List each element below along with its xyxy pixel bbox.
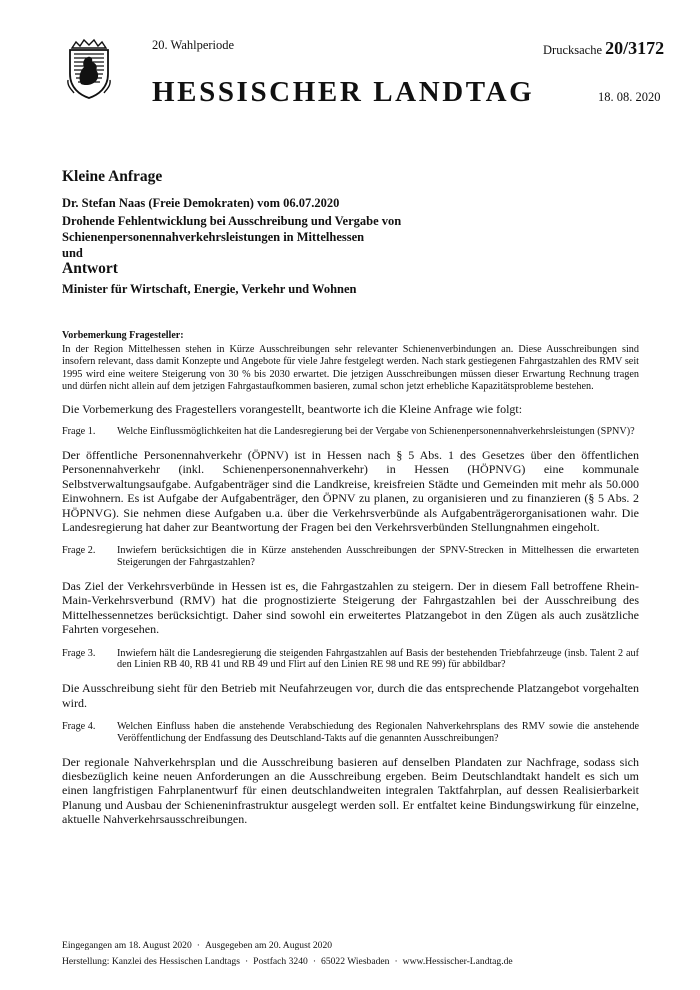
footer-herstellung: Herstellung: Kanzlei des Hessischen Landtags bbox=[62, 956, 240, 967]
subject-line-2: Schienenpersonennahverkehrsleistungen in Mittelhessen bbox=[62, 230, 365, 244]
subject bbox=[62, 213, 642, 245]
footer-separator: · bbox=[196, 940, 200, 951]
wahlperiode: 20. Wahlperiode bbox=[152, 38, 235, 52]
question-2 bbox=[62, 545, 639, 569]
document-body bbox=[62, 330, 639, 838]
footer-ausgegeben: Ausgegeben am 20. August 2020 bbox=[204, 940, 333, 951]
footer-eingegangen: Eingegangen am 18. August 2020 bbox=[62, 940, 192, 951]
question-label: Frage 1. bbox=[62, 426, 96, 438]
author-line: Dr. Stefan Naas (Freie Demokraten) vom 06.07.2020 bbox=[62, 196, 340, 210]
answer-1: Der öffentliche Personennahverkehr (ÖPNV) ist in Hessen nach § 5 Abs. 1 des Gesetzes über den öffentlichen Personennahverkehr (inkl. Schienenpersonennahverkehr) in Hessen (HÖPNVG) eine kommunale Selbstverwaltungsaufgabe. Aufgabenträger sind die Landkreise, kreisfreien Städte und Gemeinden mit mehr als 50.000 Einwohnern. Es ist Aufgabe der Aufgabenträger, den ÖPNV zu planen, zu organisieren und zu finanzieren (§ 5 Abs. 2 HÖPNVG). Sie nehmen diese Aufgaben u.a. über die Verkehrsverbünde als Aufgabenträgerorganisationen wahr. Die Landesregierung hat daher zur Beantwortung der Fragen bei den Verkehrsverbünden Stellungnahmen eingeholt. bbox=[62, 447, 639, 535]
vorbemerkung-text: In der Region Mittelhessen stehen in Kürze Ausschreibungen sehr relevanter Schienenverbindungen an. Diese Ausschreibungen sind insofern relevant, dass damit Konzepte und Angebote für viele Jahre festgelegt werden. Nach stark gestiegenen Fahrgastzahlen des RMV seit 1995 wird eine weitere Steigerung von 30 % bis 2030 erwartet. Die jetzigen Ausschreibungen müssen dieser Erwartung Rechnung tragen und dürfen nicht allein auf dem jetzigen Fahrgastaufkommen basieren, zumal schon jetzt erhebliche Kapazitätsprobleme bestehen. bbox=[62, 344, 639, 392]
question-label: Frage 4. bbox=[62, 721, 96, 733]
question-text: Welchen Einfluss haben die anstehende Verabschiedung des Regionalen Nahverkehrsplans des RMV sowie die anstehende Veröffentlichung der Endfassung des Deutschland-Takts auf die genannten Ausschreibungen? bbox=[117, 721, 639, 744]
question-3 bbox=[62, 648, 639, 672]
question-label: Frage 2. bbox=[62, 545, 96, 557]
question-4 bbox=[62, 721, 639, 745]
footer-imprint bbox=[62, 956, 513, 967]
footer-separator: · bbox=[244, 956, 249, 967]
intro-text: Die Vorbemerkung des Fragestellers vorangestellt, beantworte ich die Kleine Anfrage wie folgt: bbox=[62, 402, 523, 417]
footer-separator: · bbox=[394, 956, 398, 967]
page-title: HESSISCHER LANDTAG bbox=[152, 76, 535, 108]
vorbemerkung-title: Vorbemerkung Fragesteller: bbox=[62, 330, 184, 341]
footer-website-link[interactable]: www.Hessischer-Landtag.de bbox=[402, 956, 513, 967]
footer-dates bbox=[62, 940, 332, 951]
answer-4: Der regionale Nahverkehrsplan und die Ausschreibung basieren auf denselben Plandaten zur Nachfrage, sodass sich diesbezüglich keine neuen Anforderungen an die Ausschreibung ergeben. Beim Deutschlandtakt handelt es sich um einen langfristigen Fahrplanentwurf für einen deutschlandweiten integralen Taktfahrplan, auf dessen Realisierbarkeit Planung und Ausbau der Schieneninfrastruktur ausgelegt werden soll. Er entfaltet keine Bindungswirkung für einzelne, aktuelle Nahverkehrsausschreibungen. bbox=[62, 754, 639, 827]
answer-3: Die Ausschreibung sieht für den Betrieb mit Neufahrzeugen vor, durch die das entsprechende Platzangebot vorgehalten wird. bbox=[62, 681, 639, 710]
drucksache-label: Drucksache bbox=[543, 43, 602, 57]
antwort-heading: Antwort bbox=[62, 260, 118, 277]
question-text: Welche Einflussmöglichkeiten hat die Landesregierung bei der Vergabe von Schienenpersonennahverkehrsleistungen (SPNV)? bbox=[117, 426, 635, 438]
footer-ort: 65022 Wiesbaden bbox=[321, 956, 390, 967]
und-label: und bbox=[62, 246, 83, 260]
question-text: Inwiefern hält die Landesregierung die steigenden Fahrgastzahlen auf Basis der bestehenden Triebfahrzeuge (insb. Talent 2 auf den Linien RB 40, RB 41 und RB 49 und Flirt auf den Linien RE 98 und RE 99) für abbildbar? bbox=[117, 647, 639, 671]
hessen-coat-of-arms-icon bbox=[64, 38, 114, 100]
document-date: 18. 08. 2020 bbox=[598, 90, 661, 104]
question-1 bbox=[62, 426, 639, 438]
document-kind: Kleine Anfrage bbox=[62, 168, 163, 185]
footer-postfach: Postfach 3240 bbox=[253, 956, 308, 967]
footer-separator: · bbox=[312, 956, 317, 967]
question-text: Inwiefern berücksichtigen die in Kürze anstehenden Ausschreibungen der SPNV-Strecken in Mittelhessen die erwarteten Steigerungen der Fahrgastzahlen? bbox=[117, 545, 639, 569]
answer-2: Das Ziel der Verkehrsverbünde in Hessen ist es, die Fahrgastzahlen zu steigern. Der in diesem Fall betroffene Rhein-Main-Verkehrsverbund (RMV) hat die prognostizierte Steigerung der Fahrgastzahlen bei der Ausschreibung des Mittelhessennetzes berücksichtigt. Daher sind sowohl ein erweitertes Platzangebot in den Zügen als auch zusätzliche Fahrten vorgesehen. bbox=[62, 579, 639, 637]
drucksache bbox=[543, 38, 664, 59]
drucksache-number: 20/3172 bbox=[605, 38, 665, 58]
subject-line-1: Drohende Fehlentwicklung bei Ausschreibung und Vergabe von bbox=[62, 214, 402, 228]
question-label: Frage 3. bbox=[62, 647, 96, 659]
minister-line: Minister für Wirtschaft, Energie, Verkehr und Wohnen bbox=[62, 282, 357, 296]
